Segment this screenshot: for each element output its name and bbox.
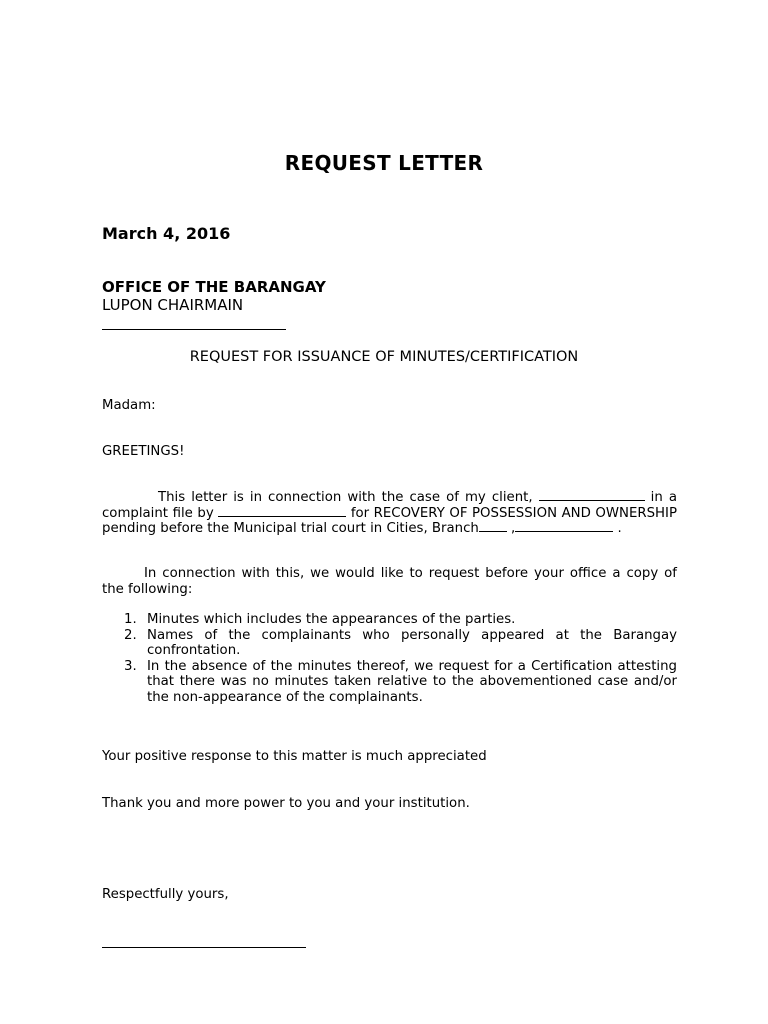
request-list: [102, 612, 677, 705]
para1-text-d: ,: [511, 521, 516, 536]
body-paragraph-2: [102, 566, 677, 597]
letter-subject: REQUEST FOR ISSUANCE OF MINUTES/CERTIFICATION: [189, 349, 579, 365]
recipient-office: OFFICE OF THE BARANGAY: [102, 278, 326, 296]
list-item-number: 2.: [124, 627, 137, 643]
para1-text-e: .: [617, 521, 622, 536]
closing-response: Your positive response to this matter is much appreciated: [102, 749, 487, 764]
list-item-number: 3.: [124, 658, 137, 674]
complimentary-close: Respectfully yours,: [102, 887, 229, 902]
list-item-text: Names of the complainants who personally appeared at the Barangay confrontation.: [147, 627, 677, 658]
salutation: Madam:: [102, 398, 156, 413]
letter-date: March 4, 2016: [102, 224, 231, 243]
para1-text-b: in a complaint file by: [102, 490, 677, 521]
list-item-text: Minutes which includes the appearances of the parties.: [147, 612, 516, 627]
body-paragraph-1: [102, 490, 677, 537]
recipient-title: LUPON CHAIRMAIN: [102, 296, 244, 314]
closing-thanks: Thank you and more power to you and your institution.: [102, 796, 470, 811]
city-blank: [515, 521, 613, 532]
para2-text: In connection with this, we would like to request before your office a copy of the following:: [102, 566, 677, 597]
recipient-name-blank: [102, 329, 286, 330]
letter-title: REQUEST LETTER: [284, 151, 484, 175]
list-item: [102, 659, 677, 706]
list-item-text: In the absence of the minutes thereof, we request for a Certification attesting that there was no minutes taken relative to the abovementioned case and/or the non-appearance of the complainants.: [147, 658, 677, 705]
list-item-number: 1.: [124, 612, 137, 627]
complainant-name-blank: [218, 506, 346, 517]
list-item: [102, 628, 677, 659]
client-name-blank: [539, 490, 645, 501]
para1-text-a: This letter is in connection with the case of my client,: [158, 490, 533, 505]
branch-number-blank: [479, 521, 507, 532]
list-item: [102, 612, 677, 628]
signature-line: [102, 947, 306, 948]
para1-text-c: for RECOVERY OF POSSESSION AND OWNERSHIP pending before the Municipal trial court in Cities, Branch: [102, 505, 677, 536]
greetings: GREETINGS!: [102, 444, 185, 459]
